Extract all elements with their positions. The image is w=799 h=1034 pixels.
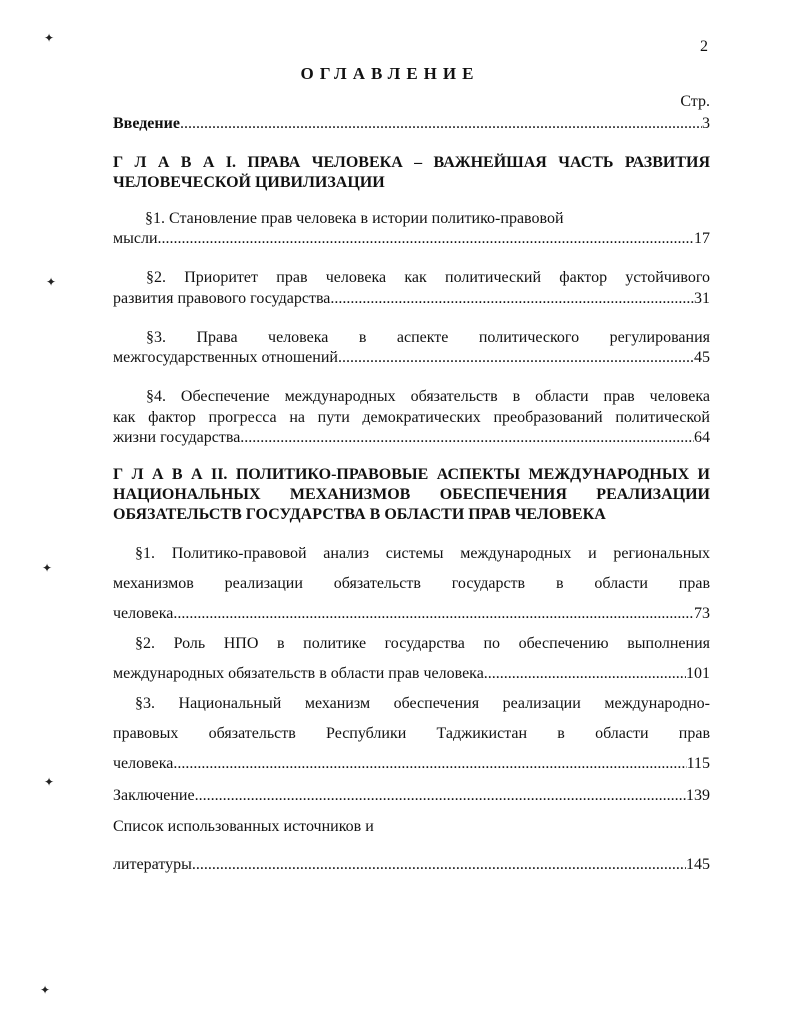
toc-entry-ch2-s1-line[interactable]: §1. Политико-правовой анализ системы международных и региональных [135, 545, 710, 562]
toc-entry-page: 17 [694, 230, 710, 247]
scan-artifact-mark: ✦ [44, 775, 55, 789]
toc-entry-ch2-s3-line[interactable]: правовых обязательств Республики Таджикистан в области прав [113, 725, 710, 742]
toc-entry-label: развития правового государства [113, 290, 331, 307]
toc-entry-references-line[interactable]: Список использованных источников и [113, 818, 374, 835]
scan-artifact-mark: ✦ [44, 31, 55, 45]
chapter-heading-line: Г Л А В А II. ПОЛИТИКО-ПРАВОВЫЕ АСПЕКТЫ МЕЖДУНАРОДНЫХ И [113, 466, 710, 483]
toc-entry-ch1-s1-line[interactable]: §1. Становление прав человека в истории политико-правовой [145, 210, 564, 227]
page-title: ОГЛАВЛЕНИЕ [300, 64, 480, 83]
toc-entry-ch2-s1[interactable] [113, 604, 710, 624]
toc-entry-conclusion[interactable] [113, 786, 710, 806]
toc-entry-ch1-s4-line[interactable]: §4. Обеспечение международных обязательств в области прав человека [146, 388, 710, 405]
chapter-heading-line: НАЦИОНАЛЬНЫХ МЕХАНИЗМОВ ОБЕСПЕЧЕНИЯ РЕАЛИЗАЦИИ [113, 486, 710, 503]
toc-entry-page: 145 [686, 856, 710, 873]
toc-entry-label: жизни государства [113, 429, 241, 446]
leader-dots [158, 229, 694, 249]
toc-entry-ch2-s3[interactable] [113, 754, 710, 774]
toc-entry-label: мысли [113, 230, 158, 247]
leader-dots [180, 114, 702, 134]
toc-entry-label: человека [113, 605, 174, 622]
toc-entry-ch2-s1-line[interactable]: механизмов реализации обязательств государств в области прав [113, 575, 710, 592]
leader-dots [338, 348, 694, 368]
toc-entry-ch1-s3-line[interactable]: §3. Права человека в аспекте политического регулирования [146, 329, 710, 346]
scan-artifact-mark: ✦ [46, 275, 57, 289]
toc-entry-page: 139 [686, 787, 710, 804]
scan-artifact-mark: ✦ [42, 561, 53, 575]
chapter-heading-line: ОБЯЗАТЕЛЬСТВ ГОСУДАРСТВА В ОБЛАСТИ ПРАВ ЧЕЛОВЕКА [113, 506, 606, 523]
toc-entry-label: человека [113, 755, 174, 772]
leader-dots [330, 289, 694, 309]
toc-entry-label: Заключение [113, 787, 195, 804]
page-column-header: Стр. [680, 93, 710, 110]
toc-entry-ch1-s4-line[interactable]: как фактор прогресса на пути демократических преобразований политической [113, 409, 710, 426]
toc-entry-ch1-s3[interactable] [113, 348, 710, 368]
toc-entry-references[interactable] [113, 855, 710, 875]
toc-entry-ch2-s2-line[interactable]: §2. Роль НПО в политике государства по обеспечению выполнения [135, 635, 710, 652]
toc-entry-label: литературы [113, 856, 192, 873]
toc-entry-page: 64 [694, 429, 710, 446]
chapter-1-heading[interactable] [113, 153, 710, 193]
toc-entry-label: Введение [113, 115, 180, 132]
toc-entry-ch2-s2[interactable] [113, 664, 710, 684]
toc-entry-page: 115 [686, 755, 710, 772]
toc-entry-introduction[interactable] [113, 114, 710, 134]
leader-dots [195, 786, 686, 806]
toc-entry-ch1-s4[interactable] [113, 428, 710, 448]
leader-dots [484, 664, 686, 684]
toc-entry-ch1-s2[interactable] [113, 289, 710, 309]
toc-entry-ch1-s2-line[interactable]: §2. Приоритет прав человека как политический фактор устойчивого [146, 269, 710, 286]
toc-entry-label: международных обязательств в области прав человека [113, 665, 484, 682]
chapter-heading-line: Г Л А В А I. ПРАВА ЧЕЛОВЕКА – ВАЖНЕЙШАЯ ЧАСТЬ РАЗВИТИЯ [113, 154, 710, 171]
toc-entry-page: 31 [694, 290, 710, 307]
leader-dots [240, 428, 694, 448]
toc-entry-page: 101 [686, 665, 710, 682]
leader-dots [192, 855, 686, 875]
page-number: 2 [700, 38, 708, 55]
toc-entry-page: 73 [694, 605, 710, 622]
toc-entry-ch1-s1[interactable] [113, 229, 710, 249]
leader-dots [173, 754, 686, 774]
scan-artifact-mark: ✦ [40, 983, 51, 997]
toc-entry-page: 45 [694, 349, 710, 366]
toc-entry-label: межгосударственных отношений [113, 349, 338, 366]
leader-dots [173, 604, 694, 624]
toc-entry-page: 3 [702, 115, 710, 132]
chapter-2-heading[interactable] [113, 465, 710, 525]
chapter-heading-line: ЧЕЛОВЕЧЕСКОЙ ЦИВИЛИЗАЦИИ [113, 174, 385, 191]
toc-entry-ch2-s3-line[interactable]: §3. Национальный механизм обеспечения реализации международно- [135, 695, 710, 712]
